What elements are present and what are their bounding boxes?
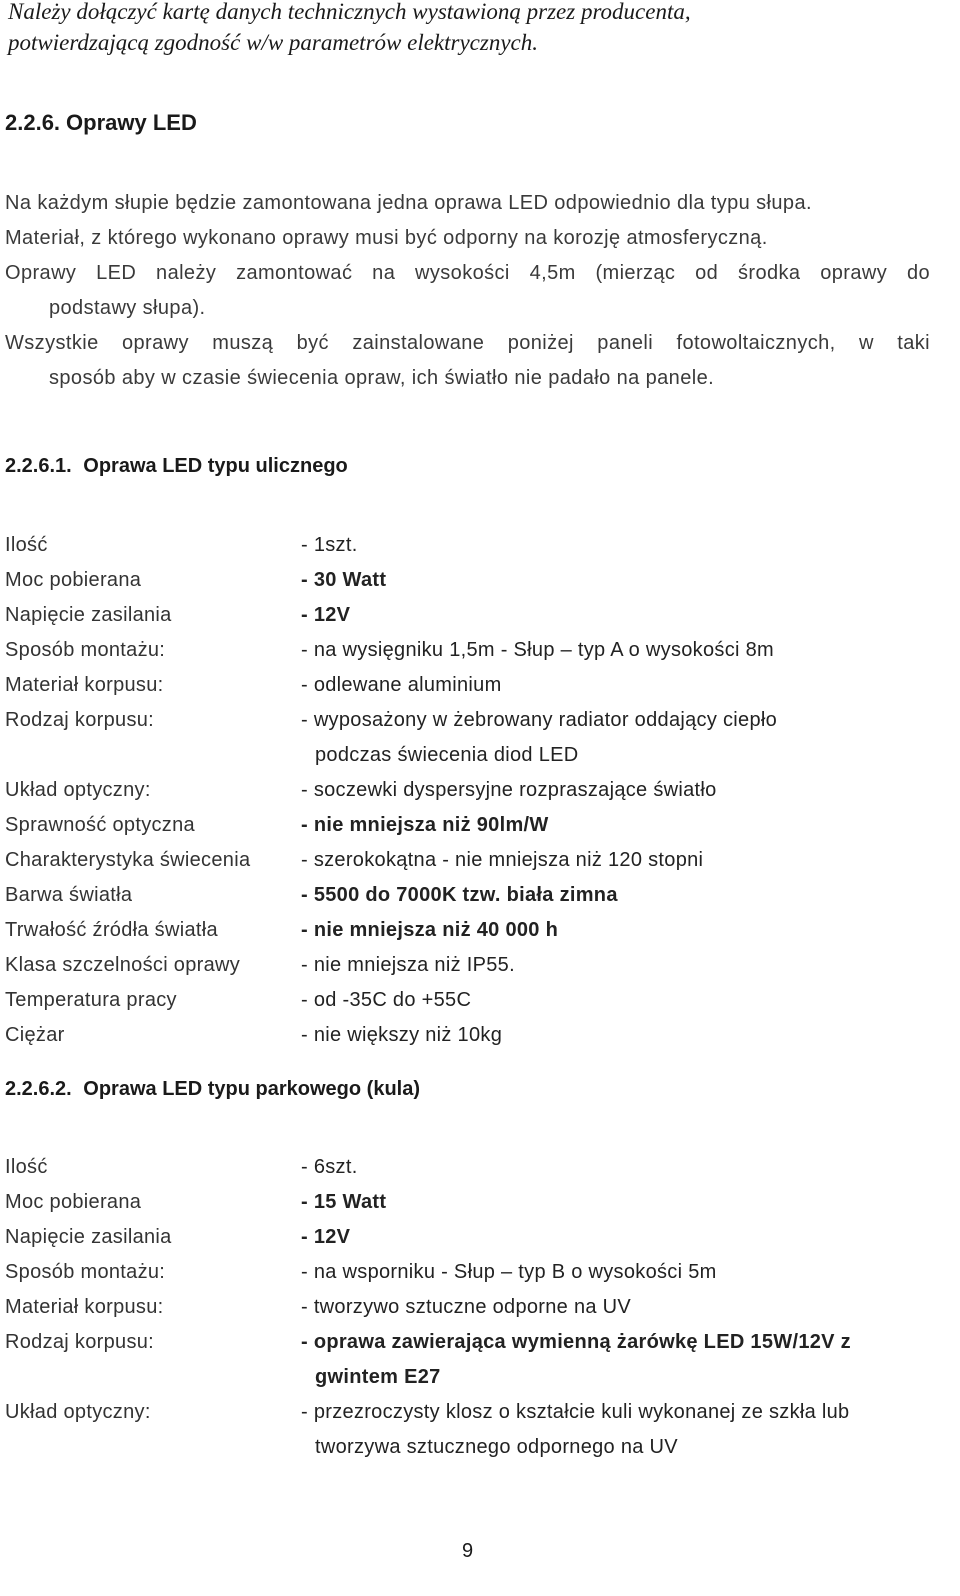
paragraph-line: Wszystkie oprawy muszą być zainstalowane poniżej paneli fotowoltaicznych, w taki (5, 332, 930, 354)
paragraph-continuation: sposób aby w czasie świecenia opraw, ich światło nie padało na panele. (49, 367, 715, 389)
spec-value-line: - na wysięgniku 1,5m - Słup – typ A o wysokości 8m (301, 639, 774, 661)
spec-value (301, 1185, 935, 1220)
paragraph-continuation: podstawy słupa). (49, 297, 206, 319)
spec-value-line: - soczewki dyspersyjne rozpraszające światło (301, 779, 717, 801)
spec-row (5, 1185, 935, 1220)
spec-row (5, 913, 935, 948)
intro-note (8, 0, 928, 58)
spec-value-continuation: podczas świecenia diod LED (315, 744, 579, 766)
spec-value (301, 1325, 935, 1395)
street-lamp-title: Oprawa LED typu ulicznego (83, 455, 348, 477)
spec-value (301, 563, 935, 598)
spec-value (301, 703, 935, 773)
spec-row (5, 1018, 935, 1053)
spec-value-line: - szerokokątna - nie mniejsza niż 120 stopni (301, 849, 704, 871)
spec-value (301, 773, 935, 808)
spec-value-line: - oprawa zawierająca wymienną żarówkę LED 15W/12V z (301, 1331, 851, 1353)
spec-label: Napięcie zasilania (5, 604, 172, 626)
page-number: 9 (462, 1540, 474, 1562)
spec-value-line: - nie mniejsza niż 90lm/W (301, 814, 549, 836)
spec-label: Ilość (5, 534, 48, 556)
spec-value (301, 1290, 935, 1325)
spec-row (5, 773, 935, 808)
spec-row (5, 878, 935, 913)
spec-value (301, 948, 935, 983)
spec-row (5, 1255, 935, 1290)
spec-value-line: - 5500 do 7000K tzw. biała zimna (301, 884, 618, 906)
spec-value (301, 668, 935, 703)
paragraph-line: Materiał, z którego wykonano oprawy musi być odporny na korozję atmosferyczną. (5, 227, 768, 249)
spec-value (301, 843, 935, 878)
spec-row (5, 843, 935, 878)
spec-label: Ciężar (5, 1024, 65, 1046)
park-lamp-number: 2.2.6.2. (5, 1078, 72, 1100)
spec-value-line: - 30 Watt (301, 569, 387, 591)
spec-value (301, 1018, 935, 1053)
spec-value (301, 598, 935, 633)
spec-value (301, 528, 935, 563)
spec-row (5, 808, 935, 843)
intro-line-1: Należy dołączyć kartę danych technicznych wystawioną przez producenta, (8, 0, 691, 24)
spec-row (5, 1325, 935, 1395)
section-number: 2.2.6. (5, 110, 61, 135)
spec-row (5, 668, 935, 703)
spec-row (5, 633, 935, 668)
spec-value (301, 1220, 935, 1255)
spec-label: Materiał korpusu: (5, 674, 164, 696)
spec-value-line: - na wsporniku - Słup – typ B o wysokości 5m (301, 1261, 717, 1283)
street-lamp-spec-table (5, 528, 935, 1053)
paragraph-line: Oprawy LED należy zamontować na wysokości 4,5m (mierząc od środka oprawy do (5, 262, 930, 284)
spec-value (301, 633, 935, 668)
spec-row (5, 703, 935, 773)
spec-row (5, 528, 935, 563)
spec-label: Klasa szczelności oprawy (5, 954, 241, 976)
spec-value-line: - od -35C do +55C (301, 989, 472, 1011)
intro-line-2: potwierdzającą zgodność w/w parametrów elektrycznych. (8, 30, 538, 55)
spec-label: Sposób montażu: (5, 1261, 166, 1283)
spec-row (5, 1395, 935, 1465)
park-lamp-spec-table (5, 1150, 935, 1465)
spec-value-continuation: gwintem E27 (315, 1366, 441, 1388)
spec-value-line: - tworzywo sztuczne odporne na UV (301, 1296, 632, 1318)
spec-value (301, 808, 935, 843)
spec-label: Moc pobierana (5, 569, 142, 591)
paragraph (5, 221, 930, 256)
spec-value (301, 913, 935, 948)
spec-value (301, 1395, 935, 1465)
spec-label: Napięcie zasilania (5, 1226, 172, 1248)
spec-label: Trwałość źródła światła (5, 919, 218, 941)
spec-row (5, 1150, 935, 1185)
street-lamp-number: 2.2.6.1. (5, 455, 72, 477)
section-title: Oprawy LED (66, 110, 197, 135)
spec-value-line: - 1szt. (301, 534, 358, 556)
spec-row (5, 948, 935, 983)
spec-label: Układ optyczny: (5, 1401, 151, 1423)
spec-value-line: - nie mniejsza niż 40 000 h (301, 919, 559, 941)
spec-row (5, 983, 935, 1018)
spec-value-line: - 6szt. (301, 1156, 358, 1178)
spec-value-line: - nie większy niż 10kg (301, 1024, 503, 1046)
spec-value-line: - 15 Watt (301, 1191, 387, 1213)
spec-label: Moc pobierana (5, 1191, 142, 1213)
spec-value (301, 878, 935, 913)
spec-label: Charakterystyka świecenia (5, 849, 251, 871)
spec-row (5, 598, 935, 633)
spec-value-line: - 12V (301, 1226, 351, 1248)
spec-label: Sposób montażu: (5, 639, 166, 661)
paragraph (5, 186, 930, 221)
paragraph (5, 326, 930, 396)
spec-value-line: - wyposażony w żebrowany radiator oddający ciepło (301, 709, 778, 731)
spec-value-line: - odlewane aluminium (301, 674, 502, 696)
spec-label: Ilość (5, 1156, 48, 1178)
section-paragraphs (5, 186, 930, 396)
street-lamp-heading (5, 455, 348, 478)
park-lamp-heading (5, 1078, 420, 1101)
spec-value (301, 983, 935, 1018)
spec-value-line: - przezroczysty klosz o kształcie kuli wykonanej ze szkła lub (301, 1401, 850, 1423)
paragraph (5, 256, 930, 326)
paragraph-line: Na każdym słupie będzie zamontowana jedna oprawa LED odpowiednio dla typu słupa. (5, 192, 812, 214)
spec-label: Barwa światła (5, 884, 133, 906)
spec-value-line: - nie mniejsza niż IP55. (301, 954, 515, 976)
spec-row (5, 1220, 935, 1255)
spec-value (301, 1255, 935, 1290)
spec-label: Rodzaj korpusu: (5, 1331, 155, 1353)
spec-value (301, 1150, 935, 1185)
spec-value-continuation: tworzywa sztucznego odpornego na UV (315, 1436, 678, 1458)
park-lamp-title: Oprawa LED typu parkowego (kula) (83, 1078, 420, 1100)
spec-label: Sprawność optyczna (5, 814, 195, 836)
spec-label: Układ optyczny: (5, 779, 151, 801)
section-heading (5, 110, 197, 136)
spec-label: Rodzaj korpusu: (5, 709, 155, 731)
spec-value-line: - 12V (301, 604, 351, 626)
spec-row (5, 1290, 935, 1325)
spec-label: Temperatura pracy (5, 989, 177, 1011)
spec-row (5, 563, 935, 598)
spec-label: Materiał korpusu: (5, 1296, 164, 1318)
